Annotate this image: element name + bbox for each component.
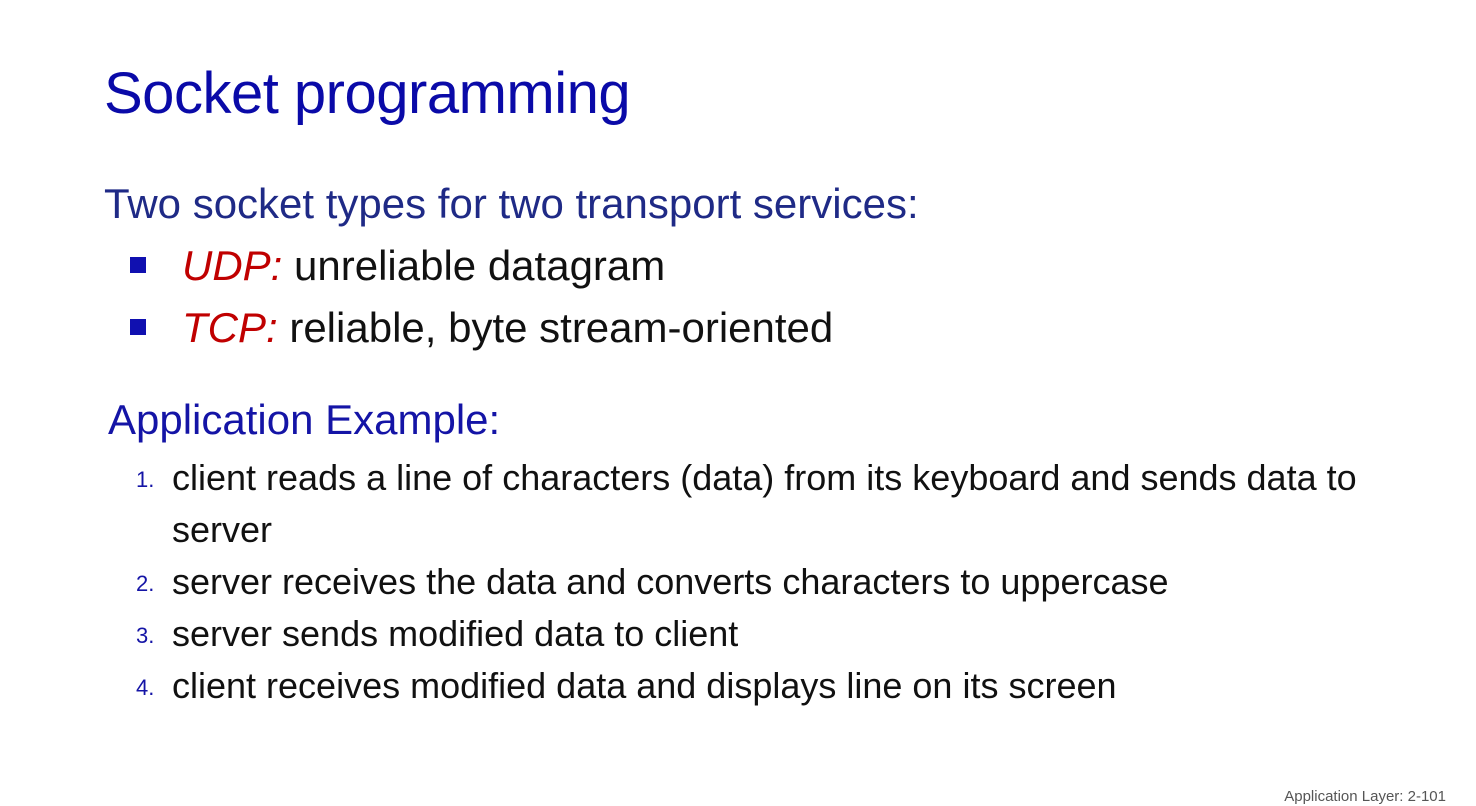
bullet-item-tcp [126,302,833,364]
step-item [136,608,1396,660]
bullet-term: UDP: [182,242,283,289]
bullet-item-udp [126,240,833,302]
step-number: 4. [136,675,155,700]
step-text: client receives modified data and displays line on its screen [172,665,1117,706]
example-heading: Application Example: [108,396,501,443]
step-number: 3. [136,623,155,648]
square-bullet-icon [130,257,146,273]
intro-text: Two socket types for two transport services: [104,180,919,227]
step-text: server receives the data and converts characters to uppercase [172,561,1169,602]
socket-types-list [126,240,833,364]
example-steps-list [136,452,1396,712]
step-text: server sends modified data to client [172,613,739,654]
square-bullet-icon [130,319,146,335]
slide-title: Socket programming [104,61,631,126]
slide-footer: Application Layer: 2-101 [1284,788,1446,805]
step-item [136,452,1396,556]
bullet-term: TCP: [182,304,278,351]
step-text: client reads a line of characters (data) from its keyboard and sends data to server [172,457,1357,550]
step-number: 1. [136,467,155,492]
step-item [136,556,1396,608]
step-item [136,660,1396,712]
bullet-text: reliable, byte stream-oriented [277,304,834,351]
step-number: 2. [136,571,155,596]
bullet-text: unreliable datagram [282,242,666,289]
